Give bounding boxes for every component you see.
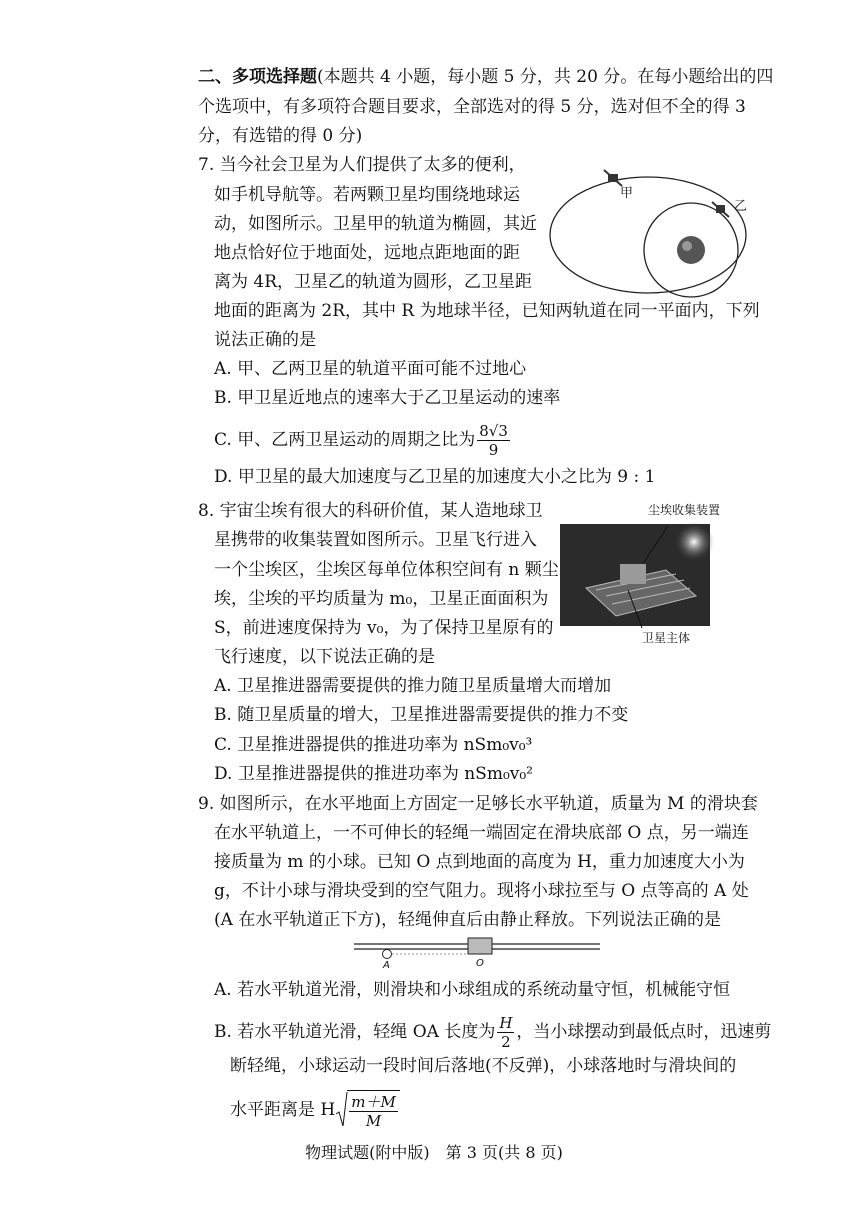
q8-option-c: C. 卫星推进器提供的推进功率为 nSm₀v₀³ [214, 735, 533, 755]
q9-line2: 在水平轨道上，一不可伸长的轻绳一端固定在滑块底部 O 点，另一端连 [214, 823, 749, 843]
q7-period-ratio: $\frac{8√3}{9}$ [479, 422, 508, 459]
label-jia: 甲 [620, 186, 634, 201]
q8-line3: 一个尘埃区，尘埃区每单位体积空间有 n 颗尘 [214, 560, 559, 580]
satellite-jia-icon [604, 170, 622, 186]
section-intro-2: 个选项中，有多项符合题目要求，全部选对的得 5 分，选对但不全的得 3 [198, 97, 746, 117]
label-yi: 乙 [734, 199, 748, 214]
label-dust-device: 尘埃收集装置 [648, 503, 721, 517]
q9-option-b-text: B. 若水平轨道光滑，轻绳 OA 长度为 [214, 1022, 496, 1042]
q8-line4: 埃，尘埃的平均质量为 m₀，卫星正面面积为 [214, 589, 549, 609]
q7-option-d: D. 甲卫星的最大加速度与乙卫星的加速度大小之比为 9 : 1 [214, 467, 656, 487]
ball-icon [383, 950, 392, 959]
q9-option-b-suffix: ，当小球摆动到最低点时，迅速剪 [516, 1022, 772, 1042]
q7-line4: 地点恰好位于地面处，远地点距地面的距 [214, 243, 520, 263]
sqrt-sign-icon [335, 1090, 349, 1130]
elliptical-orbit [550, 177, 746, 293]
earth-icon [677, 236, 705, 264]
q9-rope-length: $\frac{H}{2}$ [499, 1014, 513, 1051]
q9-sqrt-expression: $\frac{m+M}{M}$ [335, 1090, 400, 1131]
q8-option-d: D. 卫星推进器提供的推进功率为 nSm₀v₀² [214, 764, 533, 784]
q7-option-b: B. 甲卫星近地点的速率大于乙卫星运动的速率 [214, 388, 561, 408]
q9-option-b-line3-text: 水平距离是 H [230, 1100, 336, 1120]
q7-line6: 地面的距离为 2R，其中 R 为地球半径，已知两轨道在同一平面内，下列 [214, 301, 760, 321]
section-intro-3: 分，有选错的得 0 分) [198, 126, 363, 146]
q8-line5: S，前进速度保持为 v₀，为了保持卫星原有的 [214, 618, 554, 638]
label-a: A [383, 960, 390, 970]
q7-option-a: A. 甲、乙两卫星的轨道平面可能不过地心 [214, 359, 527, 379]
q7-line5: 离为 4R，卫星乙的轨道为圆形，乙卫星距 [214, 272, 533, 292]
section-header [198, 63, 773, 91]
satellite-body [620, 564, 646, 584]
track-figure [352, 936, 606, 970]
label-o: O [476, 958, 484, 969]
q8-line6: 飞行速度，以下说法正确的是 [214, 647, 435, 667]
q7-option-c [214, 422, 512, 459]
slider-block [468, 938, 492, 954]
q9-line5: (A 在水平轨道正下方)，轻绳伸直后由静止释放。下列说法正确的是 [214, 910, 721, 930]
orbit-figure [548, 160, 768, 300]
q7-line3: 动，如图所示。卫星甲的轨道为椭圆，其近 [214, 214, 537, 234]
q7-line1: 7. 当今社会卫星为人们提供了太多的便利， [198, 155, 526, 175]
q9-line1: 9. 如图所示，在水平地面上方固定一足够长水平轨道，质量为 M 的滑块套 [198, 794, 758, 814]
q9-option-b [214, 1012, 771, 1052]
page-footer: 物理试题(附中版) 第 3 页(共 8 页) [305, 1143, 563, 1162]
section-title: 二、多项选择题 [198, 67, 317, 87]
q9-option-b-line2: 断轻绳，小球运动一段时间后落地(不反弹)，小球落地时与滑块间的 [230, 1056, 737, 1076]
section-intro-1: (本题共 4 小题，每小题 5 分，共 20 分。在每小题给出的四 [317, 67, 774, 87]
q8-line2: 星携带的收集装置如图所示。卫星飞行进入 [214, 530, 537, 550]
q7-option-c-text: C. 甲、乙两卫星运动的周期之比为 [214, 430, 476, 450]
q9-option-a: A. 若水平轨道光滑，则滑块和小球组成的系统动量守恒，机械能守恒 [214, 980, 731, 1000]
q8-option-b: B. 随卫星质量的增大，卫星推进器需要提供的推力不变 [214, 705, 629, 725]
q8-line1: 8. 宇宙尘埃有很大的科研价值，某人造地球卫 [198, 501, 543, 521]
q9-line3: 接质量为 m 的小球。已知 O 点到地面的高度为 H，重力加速度大小为 [214, 852, 745, 872]
dust-collector-figure [556, 500, 756, 648]
q8-option-a: A. 卫星推进器需要提供的推力随卫星质量增大而增加 [214, 676, 612, 696]
q9-line4: g，不计小球与滑块受到的空气阻力。现将小球拉至与 O 点等高的 A 处 [214, 881, 749, 901]
q7-line2: 如手机导航等。若两颗卫星均围绕地球运 [214, 185, 520, 205]
q9-option-b-line3 [230, 1090, 400, 1131]
q7-line7: 说法正确的是 [214, 330, 316, 350]
label-satellite-body: 卫星主体 [642, 631, 691, 645]
